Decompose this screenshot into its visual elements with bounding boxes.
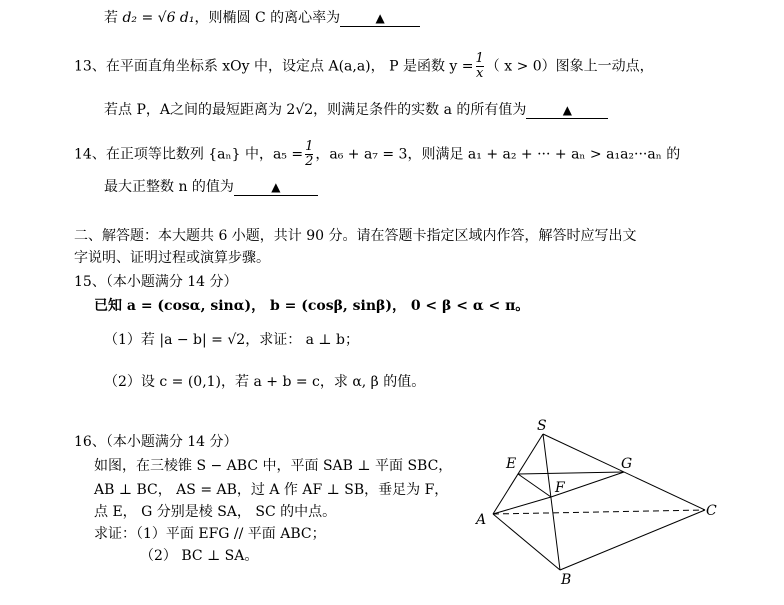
q13-frac-den: x [475, 66, 484, 81]
q16-line3: 点 E， G 分别是棱 SA， SC 的中点。 [94, 504, 337, 520]
label-F: F [555, 480, 565, 496]
q14-number: 14、 [74, 146, 106, 163]
q14-line2 [104, 177, 318, 197]
q14-text-2: 最大正整数 n 的值为 [104, 179, 234, 195]
q13-text-a: 在平面直角坐标系 xOy 中，设定点 A(a,a)， P 是函数 y = [105, 58, 474, 75]
answer-blank-q12[interactable] [340, 10, 420, 27]
edge-SC [543, 434, 705, 510]
q16-header: 16、（本小题满分 14 分） [74, 434, 238, 450]
q13-line1 [74, 52, 654, 81]
q16-line2: AB ⊥ BC， AS = AB，过 A 作 AF ⊥ SB，垂足为 F， [94, 482, 449, 498]
q14-text-b: ，a₆ + a₇ = 3，则满足 a₁ + a₂ + ··· + aₙ > a₁a₂···aₙ 的 [315, 146, 681, 163]
q13-line2 [104, 100, 608, 120]
q15-given: 已知 a = (cosα, sinα)， b = (cosβ, sinβ)， 0 < β < α < π。 [94, 298, 530, 314]
q12-text: ，则椭圆 C 的离心率为 [194, 10, 341, 26]
triangle-marker-icon: ▲ [375, 11, 385, 25]
section2-line1: 二、解答题：本大题共 6 小题，共计 90 分。请在答题卡指定区域内作答，解答时应写出文 [74, 228, 637, 244]
q16-line1: 如图，在三棱锥 S − ABC 中，平面 SAB ⊥ 平面 SBC， [94, 458, 453, 474]
edge-BC [560, 510, 705, 570]
label-C: C [706, 503, 717, 519]
section2-line2: 字说明、证明过程或演算步骤。 [74, 250, 270, 266]
q15-header: 15、（本小题满分 14 分） [74, 274, 238, 290]
edge-SB [543, 434, 560, 570]
label-B: B [561, 572, 572, 588]
answer-blank-q13[interactable] [526, 102, 608, 119]
triangle-marker-icon: ▲ [271, 180, 281, 194]
q13-text-2: 若点 P，A之间的最短距离为 2√2，则满足条件的实数 a 的所有值为 [104, 102, 527, 118]
q14-frac-den: 2 [305, 154, 314, 169]
q13-number: 13、 [74, 58, 106, 75]
label-S: S [537, 418, 547, 434]
edge-SA [493, 434, 543, 514]
q13-frac-num: 1 [475, 51, 484, 66]
q15-part1: （1）若 |a − b| = √2，求证： a ⊥ b； [104, 332, 360, 348]
segment-FG [551, 472, 624, 497]
segment-AF [493, 497, 551, 514]
q12-prefix: 若 [104, 10, 123, 26]
triangle-marker-icon: ▲ [562, 103, 573, 117]
q12-line [104, 8, 420, 28]
segment-EF [518, 474, 551, 497]
segment-EG [518, 472, 624, 474]
edge-AC-hidden [493, 510, 705, 514]
q16-line5: （2） BC ⊥ SA。 [140, 548, 259, 564]
label-E: E [506, 456, 517, 472]
label-A: A [476, 512, 487, 528]
q14-text-a: 在正项等比数列 {aₙ} 中，a₅ = [105, 146, 304, 163]
q14-line1 [74, 140, 680, 169]
q14-frac-num: 1 [305, 139, 314, 154]
edge-AB [493, 514, 560, 570]
label-G: G [621, 456, 633, 472]
answer-blank-q14[interactable] [234, 179, 318, 196]
q12-equation: d₂ = √6 d₁ [122, 10, 195, 26]
q13-text-b: （ x > 0）图象上一动点， [485, 58, 654, 75]
q13-fraction [476, 52, 484, 81]
q14-fraction [305, 140, 313, 169]
q15-part2: （2）设 c = (0,1)，若 a + b = c，求 α, β 的值。 [104, 374, 426, 390]
q16-line4: 求证：（1）平面 EFG // 平面 ABC； [94, 526, 326, 542]
